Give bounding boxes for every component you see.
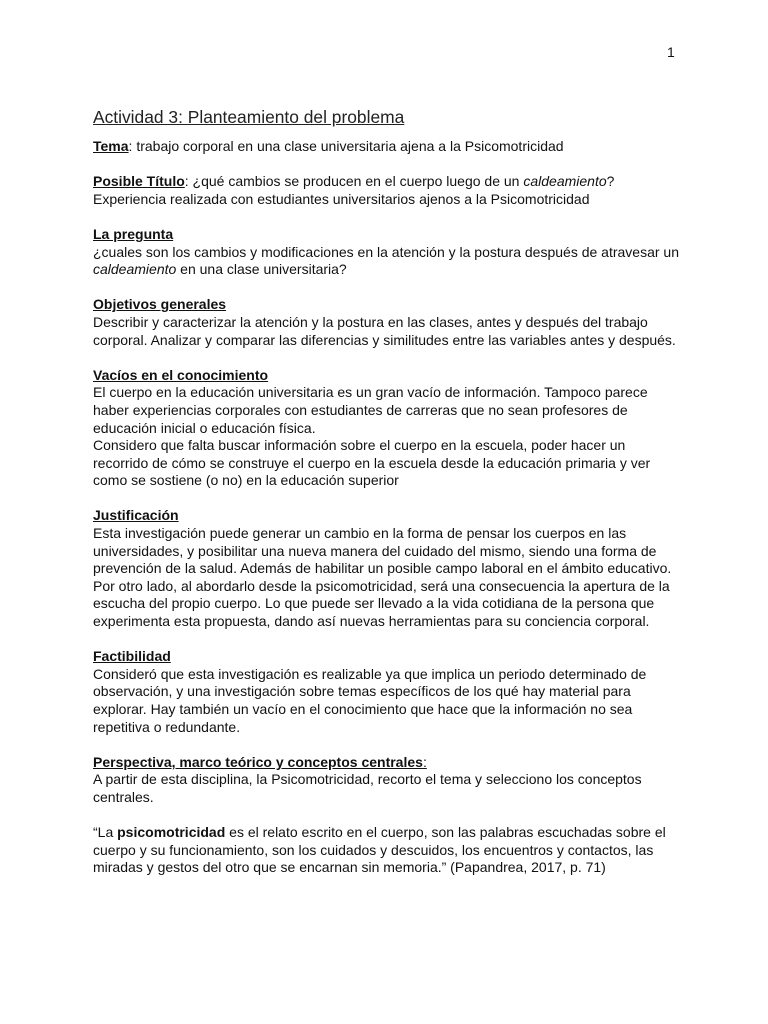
vacios-paragraph-1: El cuerpo en la educación universitaria es un gran vacío de información. Tampoco parece haber experiencias corporales con estudiantes de carreras que no sean profesores de educación inicial o educación física. (93, 384, 648, 436)
tema-label: Tema (93, 138, 129, 154)
quote-keyword: psicomotricidad (117, 824, 226, 841)
perspectiva-heading (93, 754, 683, 772)
pregunta-text (93, 244, 683, 279)
document-title: Actividad 3: Planteamiento del problema (93, 107, 405, 127)
posible-titulo-label: Posible Título (93, 173, 185, 190)
pregunta-heading (93, 226, 683, 244)
tema-paragraph (93, 138, 683, 156)
pregunta-text-end: en una clase universitaria? (176, 261, 347, 278)
quote-paragraph (93, 824, 683, 877)
posible-titulo-text: : ¿qué cambios se producen en el cuerpo luego de un (184, 173, 524, 190)
perspectiva-label-suffix: : (422, 753, 427, 770)
tema-text: : trabajo corporal en una clase universitaria ajena a la Psicomotricidad (128, 138, 564, 154)
justificacion-label: Justificación (93, 507, 179, 524)
posible-titulo-paragraph (93, 173, 683, 208)
objetivos-label: Objetivos generales (93, 296, 227, 313)
factibilidad-text: Consideró que esta investigación es realizable ya que implica un periodo determinado de observación, y una investigación sobre temas específicos de los qué hay material para explorar. Hay también un vacío en el conocimiento que hace que la información no sea repetitiva o redundante. (93, 665, 647, 735)
vacios-paragraph-2: Considero que falta buscar información sobre el cuerpo en la escuela, poder hacer un recorrido de cómo se construye el cuerpo en la escuela desde la educación primaria y ver como se sostiene (o no) en la educación superior (93, 437, 651, 489)
vacios-heading (93, 367, 683, 385)
factibilidad-heading (93, 648, 683, 666)
posible-titulo-end: ? (606, 173, 615, 190)
perspectiva-label: Perspectiva, marco teórico y conceptos centrales (93, 753, 423, 770)
caldeamiento-term: caldeamiento (93, 261, 177, 278)
quote-rest: es el relato escrito en el cuerpo, son las palabras escuchadas sobre el cuerpo y su funcionamiento, son los cuidados y descuidos, los encuentros y contactos, las miradas y gestos del otro que se encarnan sin memoria.” (Papandrea, 2017, p. 71) (93, 824, 666, 876)
objetivos-text: Describir y caracterizar la atención y la postura en las clases, antes y después del trabajo corporal. Analizar y comparar las diferencias y similitudes entre las variables antes y después. (93, 313, 676, 348)
justificacion-paragraph-2: Por otro lado, al abordarlo desde la psicomotricidad, será una consecuencia la apertura de la escucha del propio cuerpo. Lo que puede ser llevado a la vida cotidiana de la persona que experimenta esta propuesta, dando así nuevas herramientas para su conciencia corporal. (93, 577, 670, 630)
factibilidad-label: Factibilidad (93, 648, 171, 665)
objetivos-heading (93, 296, 683, 314)
perspectiva-text: A partir de esta disciplina, la Psicomotricidad, recorto el tema y selecciono los conceptos centrales. (93, 771, 642, 805)
vacios-label: Vacíos en el conocimiento (93, 366, 269, 383)
justificacion-heading (93, 507, 683, 525)
page-number: 1 (667, 44, 675, 60)
posible-titulo-subtitle: Experiencia realizada con estudiantes universitarios ajenos a la Psicomotricidad (93, 190, 590, 207)
document-body (93, 106, 683, 877)
quote-open: “La (93, 824, 118, 841)
pregunta-label: La pregunta (93, 225, 174, 242)
caldeamiento-term: caldeamiento (523, 173, 607, 190)
justificacion-paragraph-1: Esta investigación puede generar un cambio en la forma de pensar los cuerpos en las universidades, y posibilitar una nueva manera del cuidado del mismo, siendo una forma de prevención de la salud. Además de habilitar un posible campo laboral en el ámbito educativo. (93, 525, 672, 577)
pregunta-text-start: ¿cuales son los cambios y modificaciones en la atención y la postura después de atravesar un (93, 243, 679, 260)
